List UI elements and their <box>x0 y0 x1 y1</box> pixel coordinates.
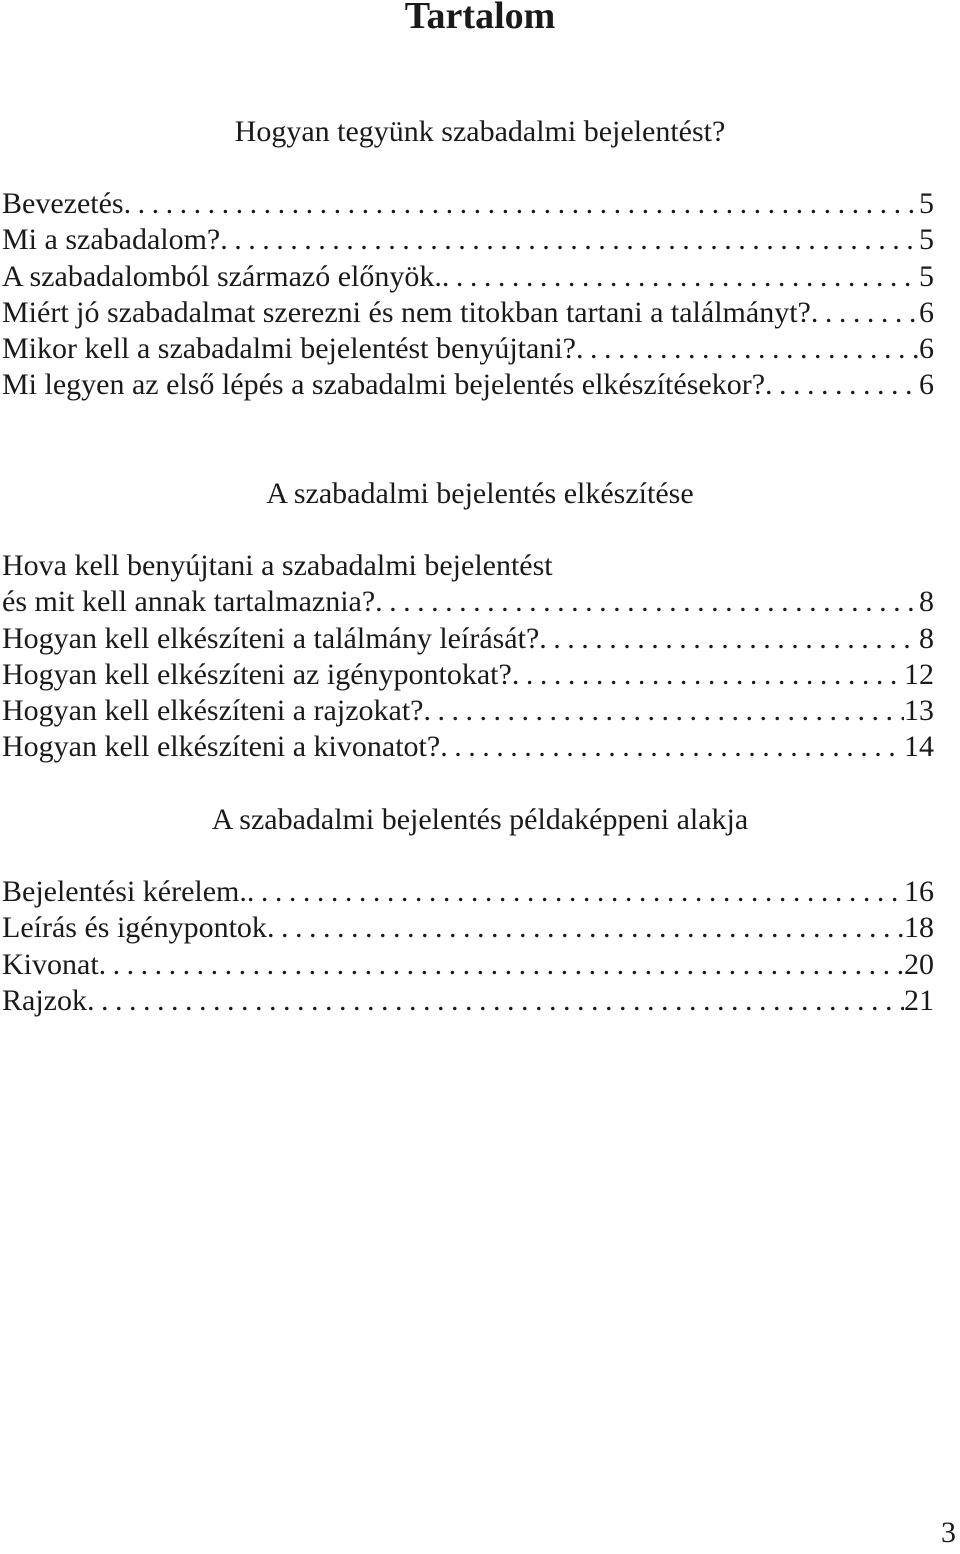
toc-entry-label: Mi legyen az első lépés a szabadalmi bejelentés elkészítésekor? <box>2 368 766 402</box>
toc-entry-page: 16 <box>904 875 934 908</box>
toc-entry-page: 5 <box>919 187 934 220</box>
dot-leader <box>539 621 919 657</box>
toc-entry[interactable] <box>2 186 934 222</box>
toc-entry-label: Hogyan kell elkészíteni a találmány leírását? <box>2 621 540 655</box>
toc-entry-label: Mi a szabadalom? <box>2 223 221 257</box>
toc-entry-page: 18 <box>904 911 934 945</box>
toc-entry-label: Bevezetés <box>2 187 124 220</box>
toc-section-2 <box>2 548 934 766</box>
toc-entry-page: 12 <box>904 657 934 691</box>
toc-entry-page: 6 <box>919 332 934 366</box>
toc-entry-label: Rajzok <box>2 983 87 1017</box>
section-heading-elkeszites: A szabadalmi bejelentés elkészítése <box>266 477 694 510</box>
toc-entry[interactable] <box>2 947 934 983</box>
toc-entry-page: 5 <box>919 223 934 257</box>
toc-entry[interactable] <box>2 729 934 765</box>
toc-entry-label: Bejelentési kérelem. <box>2 875 247 908</box>
toc-entry[interactable] <box>2 693 934 729</box>
dot-leader <box>375 584 919 620</box>
toc-entry-page: 5 <box>919 259 934 293</box>
page-title: Tartalom <box>404 0 556 37</box>
toc-entry-label: Hogyan kell elkészíteni a rajzokat? <box>2 694 424 728</box>
toc-entry-label: Mikor kell a szabadalmi bejelentést benyújtani? <box>2 332 576 366</box>
toc-entry[interactable] <box>2 222 934 258</box>
toc-entry[interactable] <box>2 259 934 295</box>
toc-entry-label: Hogyan kell elkészíteni az igénypontokat? <box>2 657 512 691</box>
toc-entry-label: Kivonat <box>2 947 99 981</box>
toc-entry-page: 20 <box>904 947 934 981</box>
toc-entry[interactable] <box>2 983 934 1019</box>
dot-leader <box>99 947 904 983</box>
toc-entry-page: 8 <box>919 621 934 655</box>
dot-leader <box>87 983 904 1019</box>
dot-leader <box>512 657 904 693</box>
section-heading-peldakeppeni: A szabadalmi bejelentés példaképpeni alakja <box>211 803 749 836</box>
page-number: 3 <box>941 1516 956 1549</box>
toc-entry-first-line[interactable]: Hova kell benyújtani a szabadalmi bejelentést <box>2 549 553 582</box>
toc-entry[interactable] <box>2 367 934 403</box>
toc-entry-label: Leírás és igénypontok <box>2 911 267 945</box>
section-heading-bejelentes: Hogyan tegyünk szabadalmi bejelentést? <box>234 115 726 148</box>
toc-entry-label: és mit kell annak tartalmaznia? <box>2 585 376 619</box>
dot-leader <box>220 222 919 258</box>
toc-entry-page: 14 <box>904 730 934 764</box>
toc-entry[interactable] <box>2 657 934 693</box>
dot-leader <box>124 186 919 222</box>
toc-section-1 <box>2 186 934 404</box>
toc-section-3 <box>2 874 934 1019</box>
toc-entry-label: Miért jó szabadalmat szerezni és nem titokban tartani a találmányt? <box>2 295 811 329</box>
toc-entry[interactable] <box>2 910 934 946</box>
toc-entry[interactable] <box>2 874 934 910</box>
toc-entry-page: 6 <box>919 368 934 402</box>
dot-leader <box>811 295 919 331</box>
dot-leader <box>576 331 919 367</box>
dot-leader <box>442 259 919 295</box>
toc-entry[interactable] <box>2 584 934 620</box>
toc-entry-page: 21 <box>904 983 934 1017</box>
toc-entry-label: Hogyan kell elkészíteni a kivonatot? <box>2 730 441 764</box>
toc-entry[interactable] <box>2 295 934 331</box>
toc-entry[interactable] <box>2 621 934 657</box>
dot-leader <box>765 367 919 403</box>
toc-entry-page: 8 <box>919 585 934 619</box>
toc-entry[interactable] <box>2 331 934 367</box>
toc-entry-label: A szabadalomból származó előnyök. <box>2 259 442 293</box>
toc-entry-page: 13 <box>904 694 934 728</box>
dot-leader <box>423 693 904 729</box>
dot-leader <box>267 910 904 946</box>
dot-leader <box>440 729 904 765</box>
dot-leader <box>247 874 904 910</box>
toc-entry-page: 6 <box>919 295 934 329</box>
